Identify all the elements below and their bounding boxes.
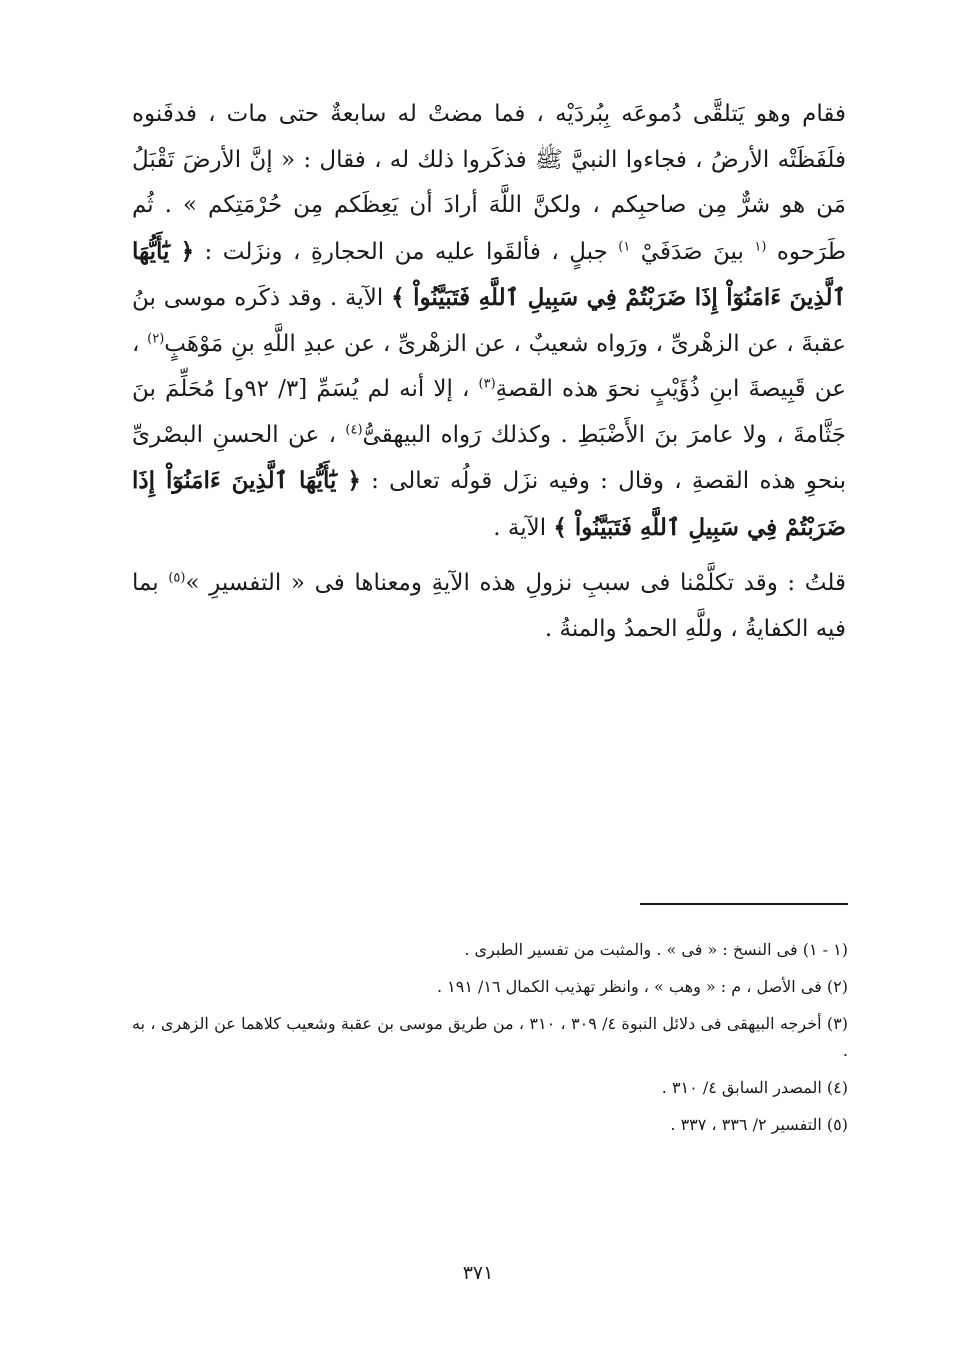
footnote-marker[interactable]: (٤) bbox=[345, 421, 363, 437]
footnote: (١ - ١) فى النسخ : « فى » . والمثبت من تفسير الطبرى . bbox=[464, 940, 848, 959]
page-number: ٣٧١ bbox=[462, 1262, 494, 1284]
footnote: (٣) أخرجه البيهقى فى دلائل النبوة ٤/ ٣٠٩ ، ٣١٠ ، من طريق موسى بن عقبة وشعيب كلاهما عن الزهرى ، به . bbox=[132, 1014, 848, 1060]
footnote-marker[interactable]: (٥) bbox=[168, 570, 186, 586]
quran-verse: ﴿ يَٰٓأَيُّهَا ٱلَّذِينَ ءَامَنُوٓاْ إِذَا ضَرَبْتُمْ فِي سَبِيلِ ٱللَّهِ فَتَبَيَّنُواْ ﴾ bbox=[132, 237, 847, 311]
text-run: فقام وهو يَتلقَّى دُموعَه بِبُردَيْه ، فما مضتْ له سابعةٌ حتى مات ، فدفَنوه فلَفَظَتْه الأرضُ ، فجاءوا النبيَّ ﷺ فذكَروا ذلك له ، فقال : « إنَّ الأرضَ تَقْبَلُ مَن هو شرٌّ مِن صاحبِكم ، ولكنَّ اللَّهَ أرادَ أن يَعِظَكم مِن حُرْمَتِكم » . ثُم طَرَحوه bbox=[132, 101, 846, 265]
text-run: ، عن قَبِيصةَ ابنِ ذُؤَيْبٍ نحوَ هذه القصةِ bbox=[132, 330, 847, 402]
footnote-separator bbox=[640, 903, 848, 905]
footnote: (٢) فى الأصل ، م : « وهب » ، وانظر تهذيب الكمال ١٦/ ١٩١ . bbox=[436, 977, 848, 996]
footnote-marker[interactable]: (١ bbox=[754, 238, 767, 254]
text-run: الآية . وقد ذكَره موسى بنُ عقبةَ ، عن الزهْرىِّ ، ورَواه شعيبٌ ، عن الزهْرىِّ ، عن عبدِ اللَّهِ بنِ مَوْهَبٍ bbox=[132, 285, 846, 357]
text-run: جبلٍ ، فألقَوا عليه من الحجارةِ ، ونزَلت : bbox=[194, 238, 619, 265]
text-run: ، عن الحسنِ البصْرىِّ بنحوِ هذه القصةِ ، وقال : وفيه نزَل قولُه تعالى : bbox=[132, 421, 847, 494]
footnotes bbox=[132, 936, 848, 1148]
text-run: ، إلا أنه لم يُسَمِّ [٣/ ٩٢و] مُحَلِّمَ بنَ جَثَّامةَ ، ولا عامرَ بنَ الأَضْبَطِ . وكذلك رَواه البيهقىُّ bbox=[132, 376, 846, 448]
text-run: قلتُ : وقد تكلَّمْنا فى سببِ نزولِ هذه الآيةِ ومعناها فى « التفسيرِ » bbox=[185, 570, 846, 596]
footnote-marker[interactable]: (٣) bbox=[478, 376, 496, 392]
paragraph bbox=[132, 92, 846, 551]
footnote-marker[interactable]: ١) bbox=[618, 238, 631, 254]
text-run: بينَ صَدَفَيْ bbox=[630, 238, 755, 265]
text-run: بما فيه الكفايةُ ، وللَّهِ الحمدُ والمنةُ . bbox=[132, 570, 846, 642]
text-run: الآية . bbox=[493, 514, 554, 541]
paragraph bbox=[132, 561, 846, 652]
main-text bbox=[132, 92, 846, 652]
quran-verse: ﴿ يَٰٓأَيُّهَا ٱلَّذِينَ ءَامَنُوٓاْ إِذَا ضَرَبْتُمْ فِي سَبِيلِ ٱللَّهِ فَتَبَيَّنُواْ ﴾ bbox=[132, 467, 846, 541]
footnote-marker[interactable]: (٢) bbox=[147, 330, 165, 346]
footnote: (٤) المصدر السابق ٤/ ٣١٠ . bbox=[661, 1078, 848, 1097]
footnote: (٥) التفسير ٢/ ٣٣٦ ، ٣٣٧ . bbox=[670, 1115, 848, 1134]
